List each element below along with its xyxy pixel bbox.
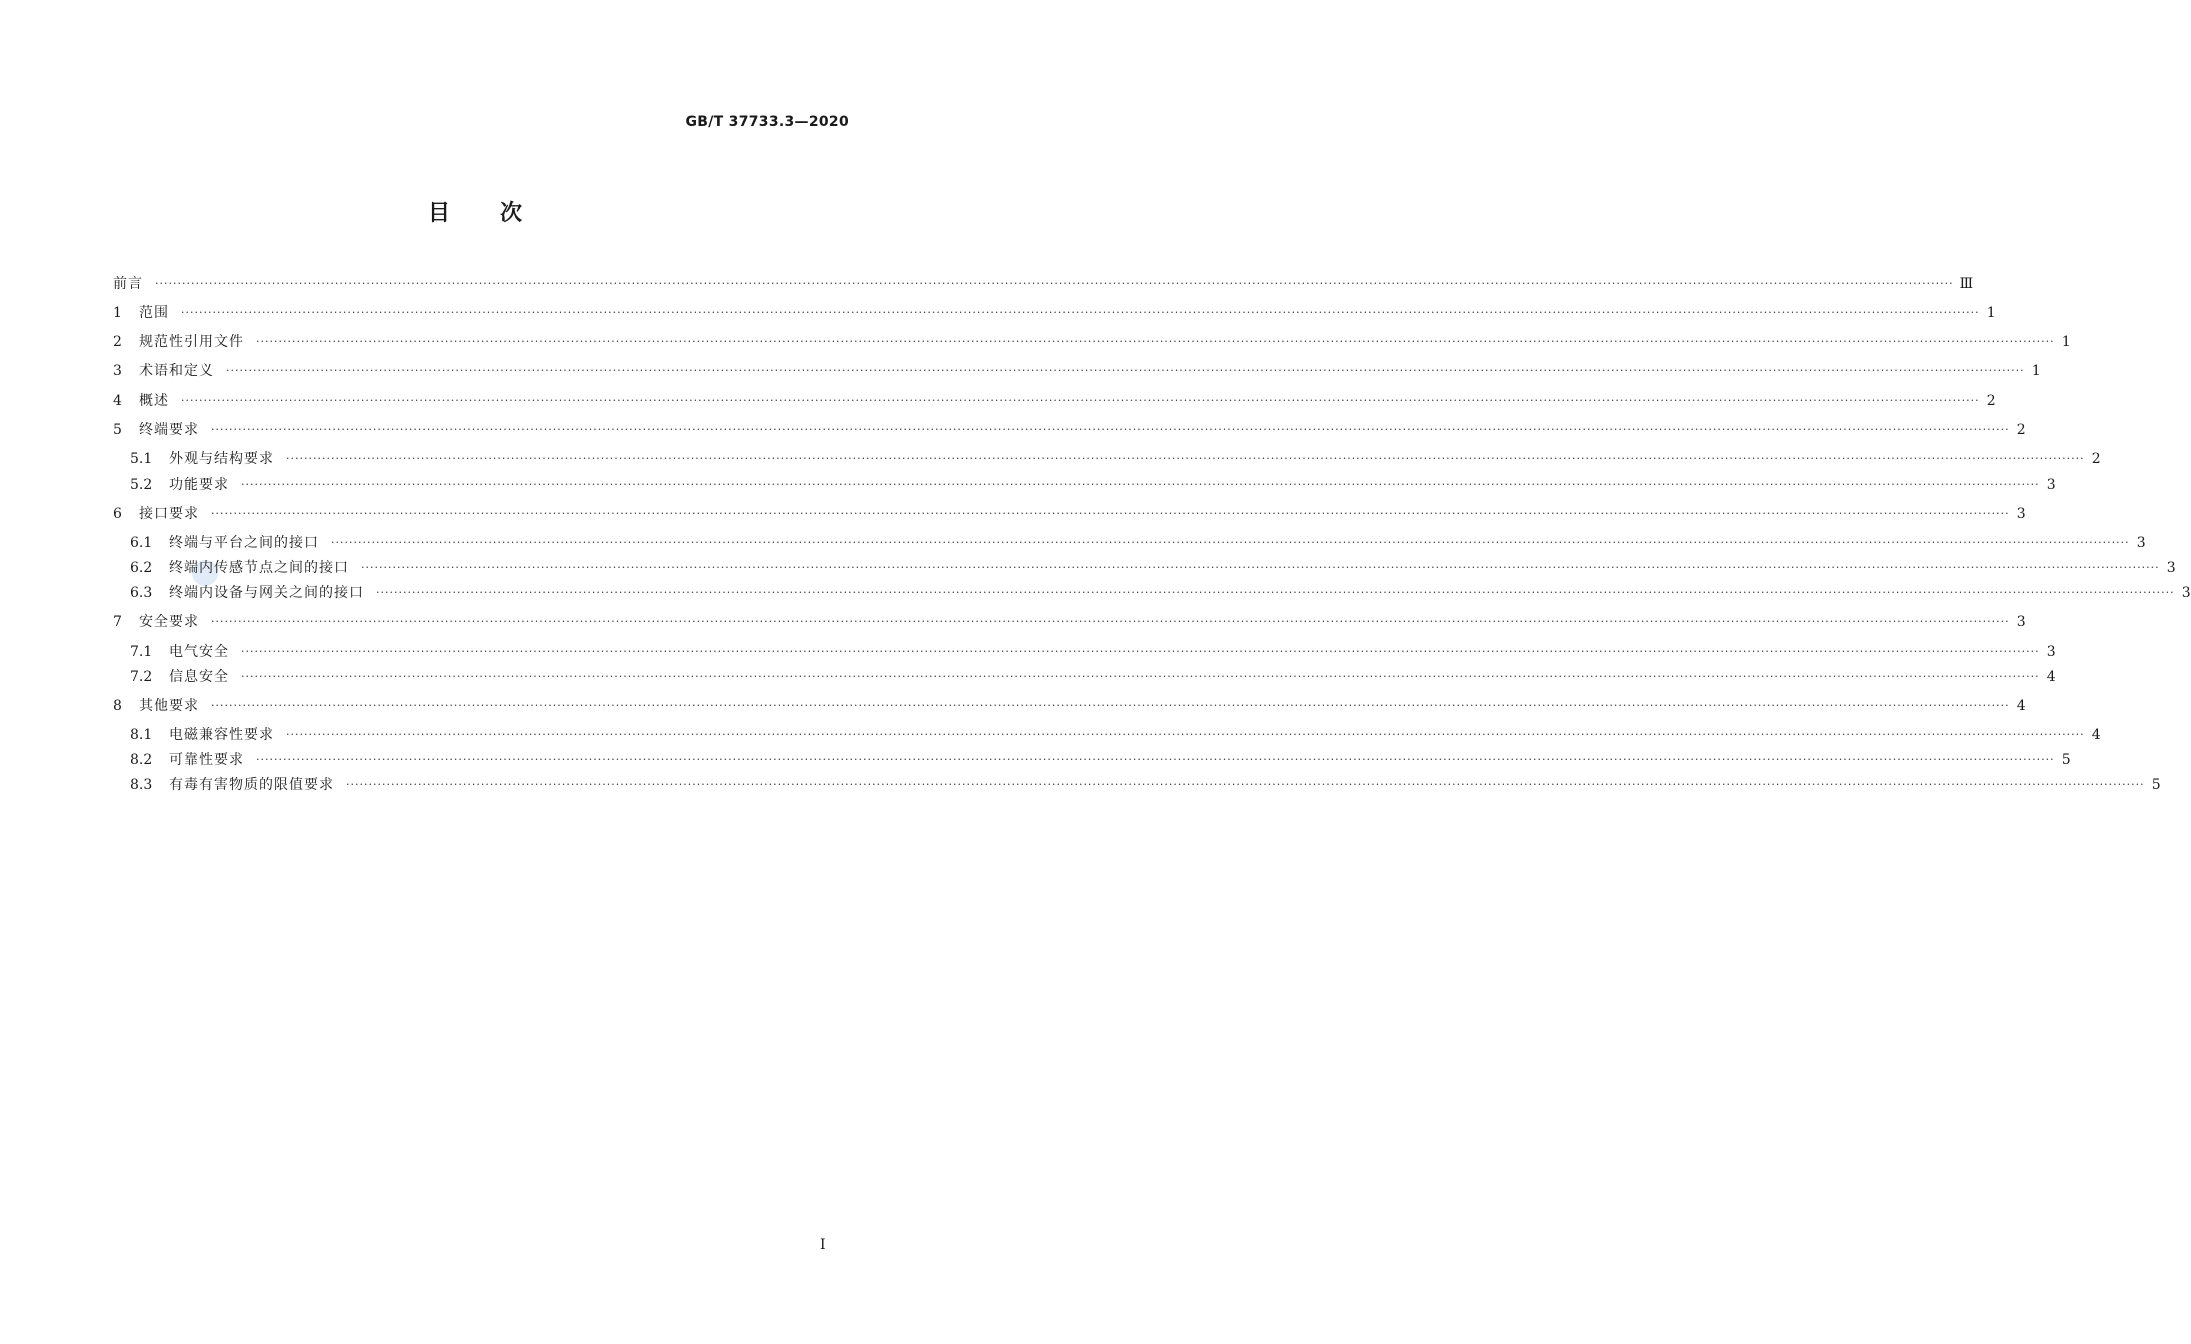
toc-entry-number: 4	[113, 393, 122, 409]
toc-dot-leader: ················································································································································································································································································································································································································	[361, 561, 2160, 574]
toc-entry-number: 8.2	[130, 752, 153, 768]
toc-entry-number: 7.1	[130, 644, 153, 660]
toc-entry[interactable]	[113, 361, 2041, 381]
toc-dot-leader: ················································································································································································································································································································································································································	[211, 699, 2010, 712]
toc-entry[interactable]	[130, 725, 2101, 745]
toc-entry-number: 6.1	[130, 535, 153, 551]
toc-entry-page: 2	[1986, 393, 1996, 409]
toc-entry-title: 电磁兼容性要求	[169, 727, 274, 743]
toc-entry-number: 2	[113, 334, 122, 350]
toc-entry[interactable]	[130, 642, 2056, 662]
toc-entry-number: 5	[113, 422, 122, 438]
toc-entry-number: 8.3	[130, 777, 153, 793]
toc-entry-title: 可靠性要求	[169, 752, 244, 768]
toc-dot-leader: ················································································································································································································································································································································································································	[376, 586, 2175, 599]
page-number: Ⅰ	[820, 1237, 826, 1253]
toc-entry-number: 8.1	[130, 727, 153, 743]
toc-entry-page: 4	[2091, 727, 2101, 743]
toc-entry-number: 7	[113, 614, 122, 630]
toc-dot-leader: ················································································································································································································································································································································································································	[286, 728, 2085, 741]
toc-entry-page: 3	[2046, 477, 2056, 493]
toc-entry-page: 2	[2091, 451, 2101, 467]
toc-entry-number: 8	[113, 698, 122, 714]
toc-entry-page: 3	[2016, 614, 2026, 630]
toc-entry-page: 1	[1986, 305, 1996, 321]
toc-entry[interactable]	[113, 332, 2071, 352]
toc-entry[interactable]	[113, 303, 1996, 323]
toc-entry-number: 6.2	[130, 560, 153, 576]
toc-dot-leader: ················································································································································································································································································································································································································	[241, 478, 2040, 491]
toc-entry-page: 1	[2031, 363, 2041, 379]
toc-dot-leader: ················································································································································································································································································································································································································	[331, 536, 2130, 549]
toc-entry-page: 3	[2181, 585, 2191, 601]
toc-entry[interactable]	[113, 696, 2026, 716]
toc-dot-leader: ················································································································································································································································································································································································································	[181, 306, 1980, 319]
toc-entry-title: 接口要求	[139, 506, 199, 522]
toc-entry-page: 3	[2136, 535, 2146, 551]
toc-dot-leader: ················································································································································································································································································································································································································	[241, 670, 2040, 683]
toc-entry-title: 电气安全	[169, 644, 229, 660]
toc-entry-title: 终端内设备与网关之间的接口	[169, 585, 364, 601]
toc-entry-title: 规范性引用文件	[139, 334, 244, 350]
toc-entry-title: 终端与平台之间的接口	[169, 535, 319, 551]
toc-entry-page: 4	[2046, 669, 2056, 685]
toc-entry[interactable]	[130, 775, 2161, 795]
toc-dot-leader: ················································································································································································································································································································································································································	[286, 452, 2085, 465]
toc-entry-page: 5	[2061, 752, 2071, 768]
toc-dot-leader: ················································································································································································································································································································································································································	[256, 753, 2055, 766]
toc-entry-title: 安全要求	[139, 614, 199, 630]
toc-entry-number: 3	[113, 363, 122, 379]
toc-entry-page: 5	[2151, 777, 2161, 793]
toc-entry[interactable]	[130, 558, 2176, 578]
toc-entry-title: 终端内传感节点之间的接口	[169, 560, 349, 576]
toc-dot-leader: ················································································································································································································································································································································································································	[226, 364, 2025, 377]
toc-dot-leader: ················································································································································································································································································································································································································	[346, 778, 2145, 791]
toc-entry[interactable]	[113, 504, 2026, 524]
toc-entry-title: 有毒有害物质的限值要求	[169, 777, 334, 793]
toc-entry[interactable]	[130, 449, 2101, 469]
toc-entry[interactable]	[113, 612, 2026, 632]
toc-entry-number: 5.2	[130, 477, 153, 493]
toc-entry[interactable]	[113, 420, 2026, 440]
toc-entry[interactable]	[113, 391, 1996, 411]
toc-entry-number: 6.3	[130, 585, 153, 601]
toc-entry-page: 3	[2166, 560, 2176, 576]
toc-entry-title: 概述	[139, 393, 169, 409]
toc-entry-number: 7.2	[130, 669, 153, 685]
toc-entry-number: 5.1	[130, 451, 153, 467]
toc-dot-leader: ················································································································································································································································································································································································································	[211, 423, 2010, 436]
toc-dot-leader: ················································································································································································································································································································································································································	[211, 507, 2010, 520]
toc-entry-title: 前言	[113, 276, 143, 292]
toc-entry-title: 信息安全	[169, 669, 229, 685]
toc-dot-leader: ················································································································································································································································································································································································································	[211, 615, 2010, 628]
toc-entry[interactable]	[130, 475, 2056, 495]
page-title: 目次	[427, 201, 572, 226]
toc-entry-page: 1	[2061, 334, 2071, 350]
toc-entry-title: 功能要求	[169, 477, 229, 493]
toc-entry-title: 终端要求	[139, 422, 199, 438]
toc-dot-leader: ················································································································································································································································································································································································································	[241, 645, 2040, 658]
toc-entry-title: 外观与结构要求	[169, 451, 274, 467]
toc-entry[interactable]	[130, 533, 2146, 553]
toc-entry[interactable]	[130, 750, 2071, 770]
toc-dot-leader: ················································································································································································································································································································································································································	[181, 394, 1980, 407]
toc-entry-page: 4	[2016, 698, 2026, 714]
toc-dot-leader: ················································································································································································································································································································································································································	[256, 335, 2055, 348]
toc-entry-page: Ⅲ	[1959, 276, 1974, 292]
toc-entry-title: 范围	[139, 305, 169, 321]
toc-entry-page: 3	[2046, 644, 2056, 660]
toc-entry-number: 6	[113, 506, 122, 522]
toc-entry-title: 术语和定义	[139, 363, 214, 379]
toc-entry-page: 3	[2016, 506, 2026, 522]
toc-entry[interactable]	[113, 274, 1974, 294]
document-code: GB/T 37733.3—2020	[685, 114, 849, 130]
toc-entry-page: 2	[2016, 422, 2026, 438]
toc-dot-leader: ················································································································································································································································································································································································································	[155, 277, 1954, 290]
toc-entry-title: 其他要求	[139, 698, 199, 714]
toc-entry[interactable]	[130, 583, 2191, 603]
toc-entry[interactable]	[130, 667, 2056, 687]
toc-entry-number: 1	[113, 305, 122, 321]
